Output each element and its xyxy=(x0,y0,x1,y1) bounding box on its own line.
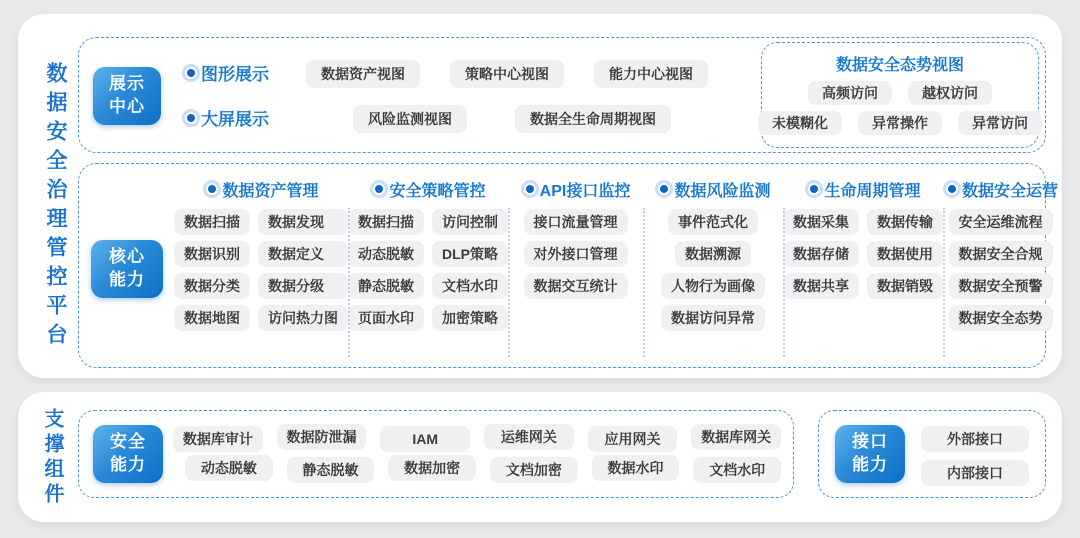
security-pill: 运维网关 xyxy=(484,424,574,450)
platform-title: 数据安全治理管控平台 xyxy=(44,62,67,352)
interface-pill: 内部接口 xyxy=(921,460,1029,486)
core-column xyxy=(643,176,783,361)
core-pill: 安全运维流程 xyxy=(949,209,1053,235)
core-column xyxy=(348,176,508,361)
core-pill: 数据存储 xyxy=(783,241,859,267)
support-title: 支撑组件 xyxy=(41,408,63,508)
core-pill: 接口流量管理 xyxy=(524,209,628,235)
security-pill: 文档加密 xyxy=(490,457,578,483)
core-column-header xyxy=(943,176,1058,202)
core-pill: 数据定义 xyxy=(258,241,348,267)
security-pill: IAM xyxy=(380,426,470,452)
situation-pill: 异常访问 xyxy=(958,111,1042,135)
core-column-header xyxy=(521,176,631,202)
core-column xyxy=(943,176,1058,361)
interface-capability-section xyxy=(818,410,1046,498)
core-capability-section xyxy=(78,163,1059,368)
security-situation-box xyxy=(761,42,1039,148)
view-pills-row1 xyxy=(306,60,708,88)
security-pill: 数据水印 xyxy=(592,455,680,481)
core-pill: 数据访问异常 xyxy=(661,305,765,331)
view-pills-row2 xyxy=(353,105,671,133)
display-center-section xyxy=(78,37,1046,153)
core-column-title: 数据风险监测 xyxy=(674,182,771,200)
core-pill: 文档水印 xyxy=(432,273,508,299)
support-card xyxy=(18,392,1062,522)
situation-pill: 异常操作 xyxy=(858,111,942,135)
security-pill: 数据防泄漏 xyxy=(277,424,367,450)
core-pill: 数据识别 xyxy=(174,241,250,267)
core-pill: 数据传输 xyxy=(867,209,943,235)
display-mode-label: 图形展示 xyxy=(201,65,269,84)
core-pill: 数据分类 xyxy=(174,273,250,299)
security-capability-section xyxy=(78,410,794,498)
situation-pills-row1 xyxy=(762,81,1038,105)
platform-card xyxy=(18,14,1062,378)
core-pill: 静态脱敏 xyxy=(348,273,424,299)
core-pill: 数据安全态势 xyxy=(949,305,1053,331)
security-pill: 数据库审计 xyxy=(173,426,263,452)
display-center-badge xyxy=(93,67,161,125)
core-capability-badge xyxy=(91,240,163,298)
core-column xyxy=(783,176,943,361)
security-pill: 文档水印 xyxy=(693,457,781,483)
core-pill: 访问热力图 xyxy=(258,305,348,331)
core-pill: 加密策略 xyxy=(432,305,508,331)
security-pill: 数据加密 xyxy=(388,455,476,481)
display-mode-label: 大屏展示 xyxy=(201,110,269,129)
core-pill-grid xyxy=(174,209,348,331)
interface-pill: 外部接口 xyxy=(921,426,1029,452)
bullet-icon xyxy=(375,185,383,193)
core-column-header xyxy=(805,176,920,202)
bullet-icon xyxy=(660,185,668,193)
security-pills-row1 xyxy=(173,424,781,450)
display-center-badge-label: 展示中心 xyxy=(109,74,145,116)
core-pill-grid xyxy=(348,209,508,331)
security-situation-title: 数据安全态势视图 xyxy=(835,57,964,74)
core-column-header xyxy=(370,176,485,202)
core-pill-grid xyxy=(783,209,943,299)
core-pill: 数据溯源 xyxy=(675,241,751,267)
bullet-icon xyxy=(810,185,818,193)
security-capability-badge xyxy=(93,425,163,483)
core-pill: 数据地图 xyxy=(174,305,250,331)
security-capability-badge-label: 安全能力 xyxy=(110,432,146,474)
display-mode-list xyxy=(182,38,269,152)
core-pill: 访问控制 xyxy=(432,209,508,235)
situation-pills-row2 xyxy=(762,111,1038,135)
core-column-header xyxy=(655,176,770,202)
bullet-icon xyxy=(526,185,534,193)
view-pill: 数据资产视图 xyxy=(306,60,420,88)
display-mode-item xyxy=(182,105,269,130)
security-pill-rows xyxy=(173,424,781,483)
bullet-icon xyxy=(948,185,956,193)
core-pill-grid xyxy=(661,209,765,331)
situation-pill: 未模糊化 xyxy=(758,111,842,135)
core-pill: 数据扫描 xyxy=(348,209,424,235)
core-pill: 数据共享 xyxy=(783,273,859,299)
core-column-title: 数据资产管理 xyxy=(222,182,319,200)
display-mode-item xyxy=(182,60,269,85)
core-pill: 事件范式化 xyxy=(668,209,758,235)
security-pill: 静态脱敏 xyxy=(287,457,375,483)
view-pill: 数据全生命周期视图 xyxy=(515,105,671,133)
core-pill: 数据发现 xyxy=(258,209,348,235)
core-column-header xyxy=(203,176,318,202)
security-pill: 动态脱敏 xyxy=(185,455,273,481)
interface-pills xyxy=(921,426,1029,486)
core-pill: DLP策略 xyxy=(432,241,508,267)
core-column-title: API接口监控 xyxy=(539,182,631,200)
core-columns xyxy=(174,176,1059,361)
core-pill: 数据采集 xyxy=(783,209,859,235)
core-pill: 数据安全合规 xyxy=(949,241,1053,267)
core-column xyxy=(174,176,348,361)
core-column xyxy=(508,176,643,361)
view-pill: 风险监测视图 xyxy=(353,105,467,133)
core-pill: 数据交互统计 xyxy=(524,273,628,299)
bullet-icon xyxy=(187,114,195,122)
security-pill: 数据库网关 xyxy=(691,424,781,450)
core-pill: 数据安全预警 xyxy=(949,273,1053,299)
core-pill-grid xyxy=(524,209,628,299)
security-pill: 应用网关 xyxy=(588,426,678,452)
situation-pill: 越权访问 xyxy=(908,81,992,105)
core-column-title: 生命周期管理 xyxy=(824,182,921,200)
core-pill: 人物行为画像 xyxy=(661,273,765,299)
view-pill: 能力中心视图 xyxy=(594,60,708,88)
core-pill: 对外接口管理 xyxy=(524,241,628,267)
core-capability-badge-label: 核心能力 xyxy=(109,247,145,289)
core-column-title: 数据安全运营 xyxy=(962,182,1059,200)
core-pill-grid xyxy=(949,209,1053,331)
interface-capability-badge-label: 接口能力 xyxy=(852,432,888,474)
security-pills-row2 xyxy=(185,457,781,483)
core-pill: 数据分级 xyxy=(258,273,348,299)
core-pill: 数据销毁 xyxy=(867,273,943,299)
interface-capability-badge xyxy=(835,425,905,483)
core-pill: 页面水印 xyxy=(348,305,424,331)
bullet-icon xyxy=(187,69,195,77)
bullet-icon xyxy=(208,185,216,193)
core-pill: 数据扫描 xyxy=(174,209,250,235)
core-pill: 动态脱敏 xyxy=(348,241,424,267)
view-pill: 策略中心视图 xyxy=(450,60,564,88)
core-pill: 数据使用 xyxy=(867,241,943,267)
situation-pill: 高频访问 xyxy=(808,81,892,105)
core-column-title: 安全策略管控 xyxy=(389,182,486,200)
